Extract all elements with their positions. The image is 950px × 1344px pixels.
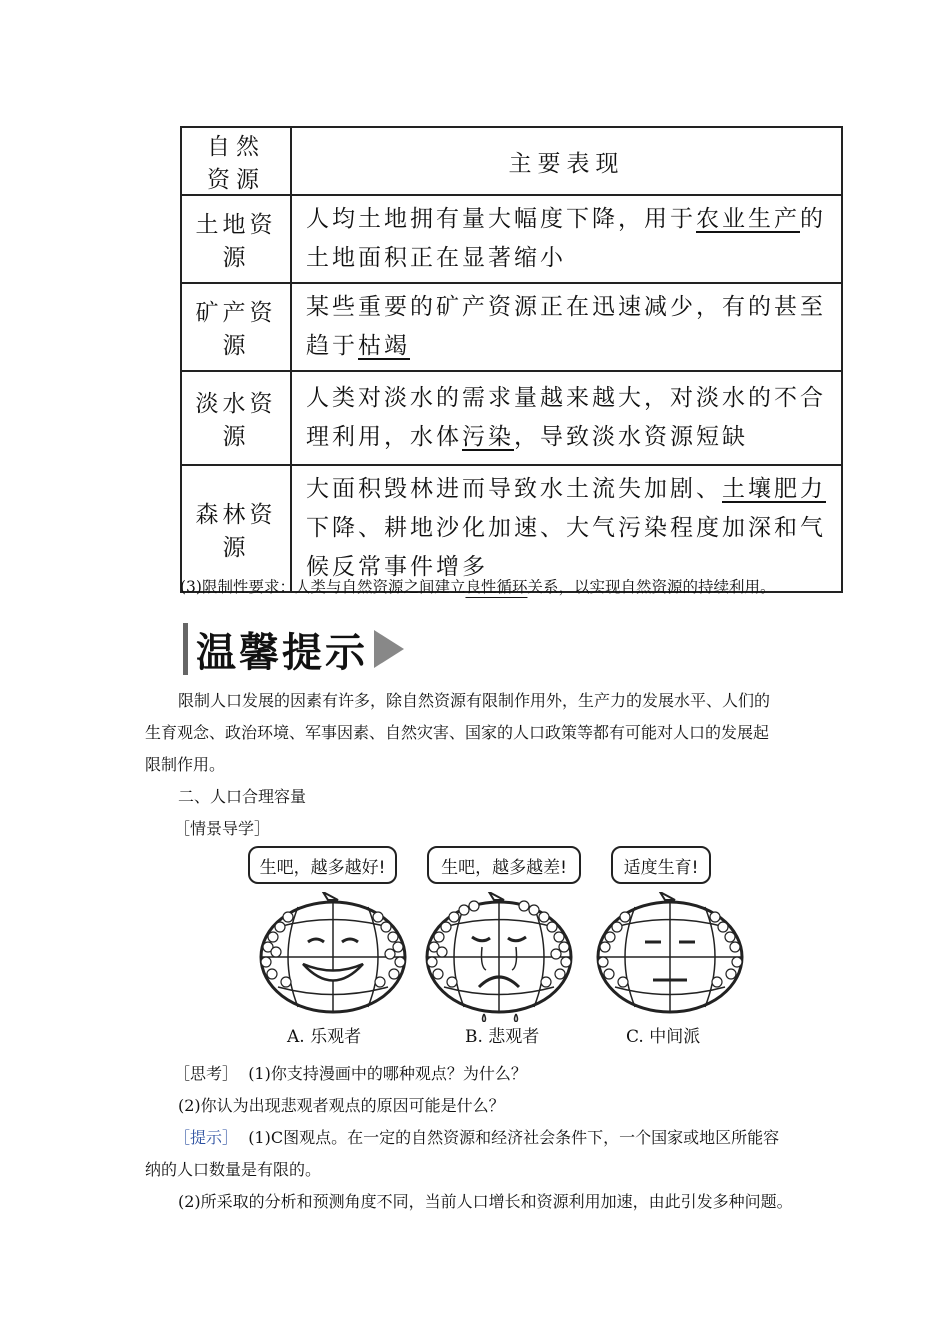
table-cell-performance: 人类对淡水的需求量越来越大，对淡水的不合理利用，水体污染，导致淡水资源短缺 — [291, 371, 842, 465]
scene-label: ［情景导学］ — [174, 819, 271, 838]
caption-pessimist: B. 悲观者 — [465, 1027, 540, 1047]
tip-line-1: 限制人口发展的因素有许多，除自然资源有限制作用外，生产力的发展水平、人们的 — [178, 691, 771, 710]
tip-title: 温馨提示 — [196, 629, 368, 676]
triangle-arrow-icon — [374, 630, 404, 668]
table-cell-resource: 森林资源 — [181, 465, 291, 592]
table-cell-resource: 土地资源 — [181, 195, 291, 283]
speech-bubble-moderate: 适度生育! — [611, 846, 711, 884]
hint-a1: ［提示］ (1)C图观点。在一定的自然资源和经济社会条件下，一个国家或地区所能容 — [174, 1128, 780, 1147]
think-q1: ［思考］ (1)你支持漫画中的哪种观点？为什么？ — [174, 1064, 527, 1083]
table-cell-resource: 矿产资源 — [181, 283, 291, 371]
table-header-row — [181, 127, 842, 195]
caption-optimist: A. 乐观者 — [287, 1027, 362, 1047]
table-header-resource: 自然资源 — [181, 127, 291, 195]
table-row — [181, 465, 842, 592]
limit-requirement: (3)限制性要求：人类与自然资源之间建立良性循环关系，以实现自然资源的持续利用。 — [180, 578, 776, 596]
crying-globe-icon — [424, 892, 574, 1022]
section-heading: 二、人口合理容量 — [178, 787, 307, 806]
tip-line-3: 限制作用。 — [145, 755, 226, 774]
resource-table — [180, 126, 843, 593]
tip-line-2: 生育观念、政治环境、军事因素、自然灾害、国家的人口政策等都有可能对人口的发展起 — [145, 723, 770, 742]
hint-a1-cont: 纳的人口数量是有限的。 — [145, 1160, 322, 1179]
smiling-globe-icon — [258, 892, 408, 1017]
table-row — [181, 371, 842, 465]
neutral-globe-icon — [595, 892, 745, 1017]
table-cell-performance: 人均土地拥有量大幅度下降，用于农业生产的土地面积正在显著缩小 — [291, 195, 842, 283]
table-cell-performance: 大面积毁林进而导致水土流失加剧、土壤肥力下降、耕地沙化加速、大气污染程度加深和气候反常事件增多 — [291, 465, 842, 592]
table-row — [181, 283, 842, 371]
speech-bubble-optimist: 生吧，越多越好! — [248, 846, 397, 884]
hint-a2: (2)所采取的分析和预测角度不同，当前人口增长和资源利用加速，由此引发多种问题。 — [178, 1192, 793, 1211]
caption-moderate: C. 中间派 — [626, 1027, 701, 1047]
speech-bubble-pessimist: 生吧，越多越差! — [427, 846, 581, 884]
table-row — [181, 195, 842, 283]
think-q2: (2)你认为出现悲观者观点的原因可能是什么？ — [178, 1096, 505, 1115]
tip-bar — [183, 623, 188, 675]
table-cell-resource: 淡水资源 — [181, 371, 291, 465]
table-header-performance: 主要表现 — [291, 127, 842, 195]
table-cell-performance: 某些重要的矿产资源正在迅速减少，有的甚至趋于枯竭 — [291, 283, 842, 371]
tip-heading — [183, 622, 404, 676]
